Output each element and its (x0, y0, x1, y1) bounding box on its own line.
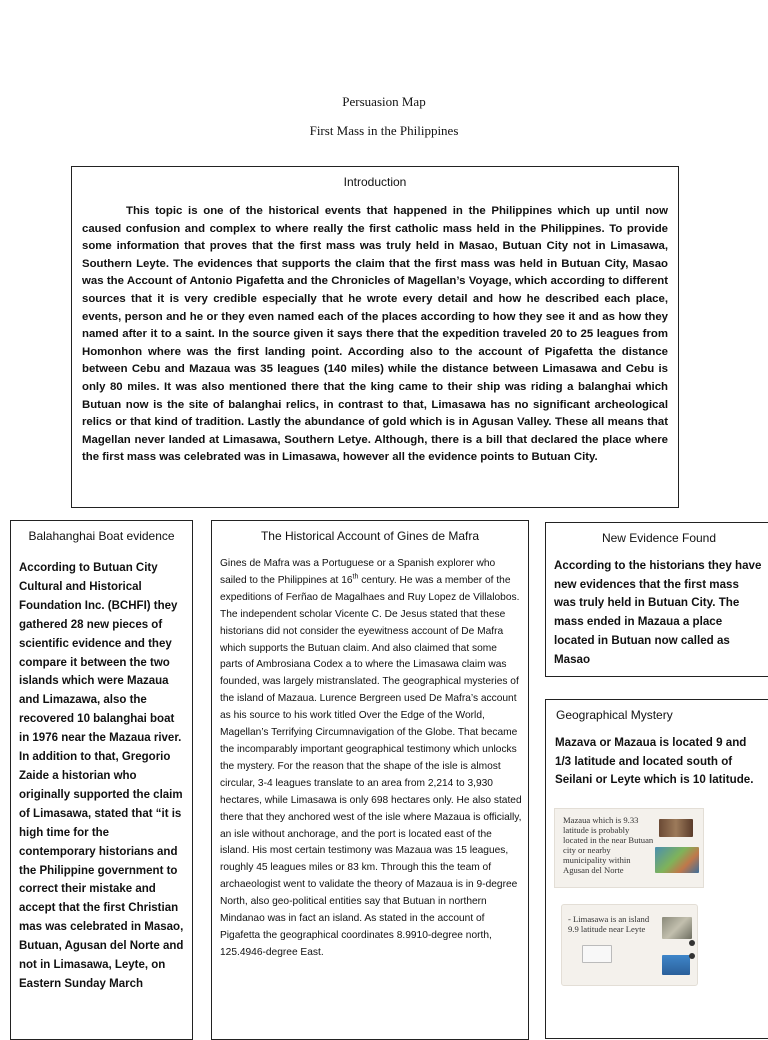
mazaua-photo-icon (659, 819, 693, 837)
introduction-box (71, 166, 679, 508)
mafra-text-part1: Gines de Mafra was a Portuguese or a Spanish explorer who sailed to the Philippines at 16 (220, 558, 496, 586)
balanghai-heading: Balahanghai Boat evidence (28, 529, 175, 543)
mafra-heading: The Historical Account of Gines de Mafra (260, 529, 480, 543)
introduction-text-block (82, 203, 668, 467)
page-subtitle: First Mass in the Philippines (309, 123, 459, 138)
mafra-text-block (220, 556, 522, 962)
geo-heading: Geographical Mystery (556, 708, 673, 722)
dot-icon (689, 953, 695, 959)
balanghai-text: According to Butuan City Cultural and Historical Foundation Inc. (BCHFI) they gathered 28 new pieces of scientific evidence and they compare it between the two islands which were Mazaua and Limazawa, also the recovered 10 balanghai boat in 1976 near the Mazaua river. In addition to that, Gregorio Zaide a historian who originally supported the claim of Limasawa, stated that “it is high time for the contemporary historians and the Philippine government to correct their mistake and accept that the first Christian mas was celebrated in Masao, Butuan, Agusan del Norte and not in Limasawa, Leyte, on Eastern Sunday March (19, 562, 184, 990)
new-evidence-text: According to the historians they have new evidences that the first mass was truly held in Butuan City. The mass ended in Mazaua a place located in Butuan now called as Masao (554, 559, 762, 666)
limasawa-photo-icon (662, 917, 692, 939)
introduction-text: This topic is one of the historical events that happened in the Philippines which up until now caused confusion and complex to where really the first catholic mass held in the Philippines. To provide some information that proves that the first mass was truly held in Masao, Butuan City not in Limasawa, Southern Leyte. The evidences that supports the claim that the first mass was held in Butuan City, Masao was the Account of Antonio Pigafetta and the Chronicles of Magellan’s Voyage, which according to different sources that it is very credible especially that he wrote every detail and how he described each place, events, person and he or they even named each of the places according to how they see it and as how they named after it to a saint. In the source given it says there that the expedition traveled 20 to 25 leagues from Homonhon where was the first landing point. According also to the account of Pigafetta the distance between Cebu and Mazaua was 35 leagues (140 miles) while the distance between Limasawa and Cebu is only 80 miles. It was also mentioned there that the king came to their ship was riding a balanghai which Butuan now is the site of balanghai relics, in contrast to that, Limasawa has no significant archeological relics or that kind of tradition. Lastly the abundance of gold which is in Agusan Valley. These all means that Magellan never landed at Limasawa, Southern Letye. Although, there is a bill that declared the place where the first mass was celebrated was in Limasawa, however all the evidence points to Butuan City. (82, 205, 668, 464)
page-title: Persuasion Map (342, 94, 426, 109)
geo-text: Mazava or Mazaua is located 9 and 1/3 latitude and located south of Seilani or Leyte which is 10 latitude. (555, 736, 754, 787)
limasawa-outline-map-icon (582, 945, 612, 963)
dot-icon (689, 940, 695, 946)
mazaua-map-icon (655, 847, 699, 873)
mazaua-thumbnail-caption: Mazaua which is 9.33 latitude is probably located in the near Butuan city or nearby municipality within Agusan del Norte (563, 815, 654, 875)
new-evidence-heading: New Evidence Found (601, 531, 717, 545)
new-evidence-box (545, 522, 768, 677)
mazaua-thumbnail (554, 808, 704, 888)
mafra-superscript: th (352, 573, 359, 581)
limasawa-thumbnail-caption: - Limasawa is an island 9.9 latitude near Leyte (568, 914, 650, 934)
geo-box (545, 699, 768, 1039)
mafra-text-part2: century. He was a member of the expeditions of Ferñao de Magalhaes and Ruy Lopez de Villalobos. The independent scholar Vicente C. De Jesus stated that these historians did not consider the eyewitness account of De Mafra which supports the Butuan claim. And also claimed that some parts of Ambrosiana Codex a to where the Limasawa claim was founded, was largely mistranslated. The geographical mysteries of the island of Mazaua. Lurence Bergreen used De Mafra’s account as his source to his work titled Over the Edge of the World, Magellan’s Terrifying Circumnavigation of the Globe. That became the incomparably important geographical testimony which unlocks the mystery. For the reason that the shape of the isle is almost circular, 3-4 leagues translate to an area from 2,214 to 3,930 hectares, while Limasawa is only 698 hectares only. He also stated there that they anchored west of the isle where Mazaua is officially, an isle without anchorage, and the port is located east of the island. His most certain testimony was Mazaua was 15 leagues, roughly 45 leagues miles or 83 km. Through this the team of archaeologist went to validate the theory of Mazaua is in 9-degree North, also geo-political entities say that Butuan in northern Mindanao was in fact an island. As stated in the account of Pigafetta the geographical coordinates 8.9910-degree north, 125.4946-degree East. (220, 574, 522, 958)
limasawa-thumbnail (561, 904, 698, 986)
limasawa-sea-photo-icon (662, 955, 690, 975)
balanghai-box (10, 520, 193, 1040)
introduction-heading: Introduction (343, 175, 407, 189)
mafra-box (211, 520, 529, 1040)
